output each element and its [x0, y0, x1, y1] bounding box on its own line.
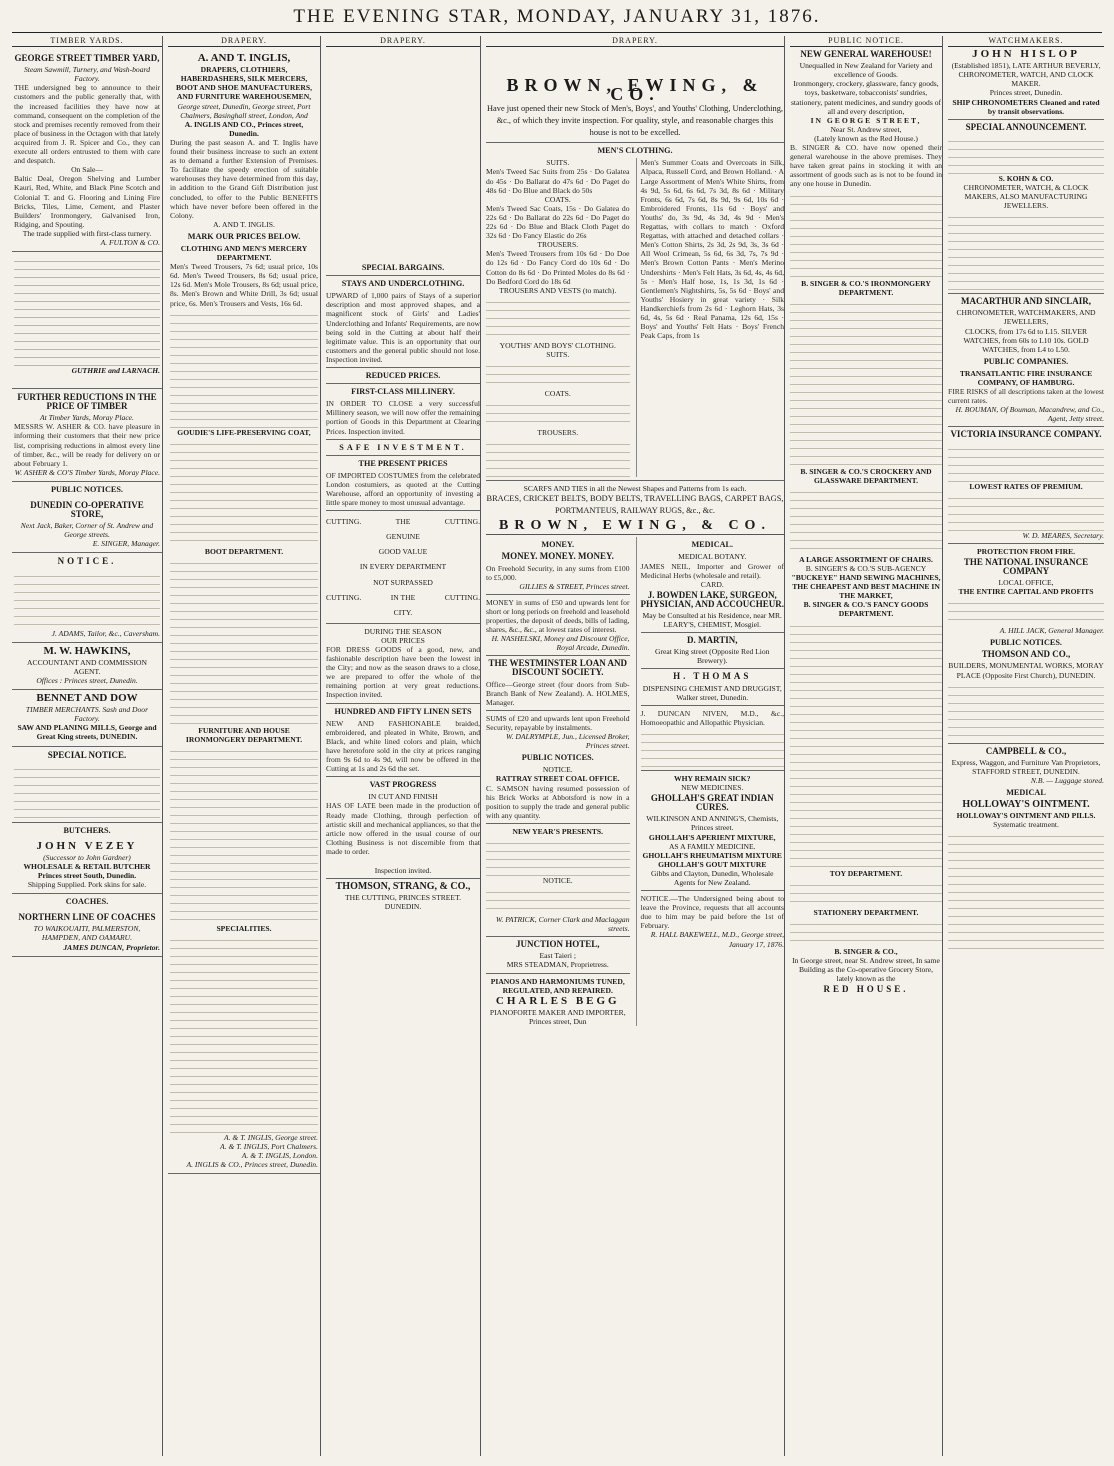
ad-dense-text	[170, 556, 318, 726]
niven: J. DUNCAN NIVEN, M.D., &c., Homoeopathic and Allopathic Physician.	[640, 708, 784, 727]
column-watchmakers	[948, 36, 1104, 1456]
cut-finish: IN CUT AND FINISH	[368, 792, 438, 802]
macarthur: MACARTHUR AND SINCLAIR,	[961, 296, 1091, 307]
ad-dense-text	[14, 762, 160, 818]
westminster: THE WESTMINSTER LOAN AND DISCOUNT SOCIETY.	[488, 658, 628, 678]
junction-sig: MRS STEADMAN, Proprietress.	[506, 960, 609, 970]
special: SPECIAL ANNOUNCEMENT.	[965, 121, 1087, 132]
trousers2-head: TROUSERS.	[537, 428, 579, 438]
money2-body: MONEY in sums of £50 and upwards lent for short or long periods on freehold and leasehold properties, the deposit of deeds, bills of lading, shares, &c., &c., at lowest rates of interest.	[486, 597, 630, 635]
ghollah: GHOLLAH'S GREAT INDIAN CURES.	[650, 793, 774, 813]
ad-signature: GUTHRIE and LARNACH.	[71, 366, 160, 376]
ad-firm: THOMSON, STRANG, & CO.,	[335, 881, 471, 893]
during-season: DURING THE SEASON	[364, 626, 442, 636]
transatlantic-sig: H. BOUMAN, Of Bouman, Macandrew, and Co., Agent, Jetty street.	[955, 405, 1104, 424]
ad-body: THE undersigned beg to announce to their customers and the public generally that, with the increased facilities they have now at command, consequent on the completion of the stock and premises recently removed from their place of business in the Octagon with that lately acquired from J. R. Spicer and Co., they can execute all orders entrusted to them with care and despatch.	[14, 83, 160, 166]
ad-hundred-fifty: HUNDRED AND FIFTY LINEN SETS	[334, 706, 472, 716]
sums-sig: W. DALRYMPLE, Jun., Licensed Broker, Princes street.	[505, 732, 630, 751]
gibbs: Gibbs and Clayton, Dunedin, Wholesale Agents for New Zealand.	[650, 868, 774, 887]
ad-notice-adams	[12, 553, 162, 642]
scarfs: SCARFS AND TIES in all the Newest Shapes and Patterns from 1s each.	[523, 484, 747, 494]
ad-title: NEW GENERAL WAREHOUSE!	[800, 49, 932, 60]
ad-dense-text	[790, 917, 942, 947]
ad-title: BENNET AND DOW	[36, 692, 138, 705]
ad-intro: Have just opened their new Stock of Men's, Boys', and Youths' Clothing, Underclothing, &c., of which they invite inspection. For quality, style, and reasonable charges this house is not to be excelled.	[487, 104, 783, 138]
column-heading: TIMBER YARDS.	[12, 36, 162, 47]
stationery: STATIONERY DEPARTMENT.	[813, 907, 919, 917]
not-surpassed: NOT SURPASSED	[373, 577, 433, 587]
section-heading: PUBLIC NOTICES.	[990, 638, 1062, 648]
ad-title: M. W. HAWKINS,	[43, 644, 131, 657]
ad-subtitle: DRAPERS, CLOTHIERS, HABERDASHERS, SILK MERCERS, BOOT AND SHOE MANUFACTURERS, AND FURNITURE WAREHOUSEMEN,	[175, 65, 312, 102]
macarthur-list: CLOCKS, from 17s 6d to L15. SILVER WATCHES, from 60s to L10 10s. GOLD WATCHES, from L4 to L50.	[963, 326, 1089, 354]
national: THE NATIONAL INSURANCE COMPANY	[963, 556, 1089, 576]
victoria-sig: W. D. MEARES, Secretary.	[1022, 530, 1104, 540]
hundred-body: NEW AND FASHIONABLE braided, embroidered, and pleated in White, Brown, and Black, and white lined colors and plain, which have heretofore sold in the city at prices ranging from 9s 6d to 4s 9d, will now be offered in the Cutting at 1s and 2s 6d the set.	[326, 718, 480, 774]
toy: TOY DEPARTMENT.	[829, 868, 903, 878]
ad-dense-text	[948, 210, 1104, 290]
ad-mark-prices: MARK OUR PRICES BELOW.	[187, 231, 301, 241]
ad-dense-text	[641, 727, 785, 767]
clothing-right	[636, 158, 785, 477]
clothing-left	[486, 158, 630, 477]
notice2-sig: W. PATRICK, Corner Clark and Maclaggan streets.	[495, 915, 630, 934]
ad-street: IN GEORGE STREET,	[810, 115, 922, 125]
ad-safe-investment: SAFE INVESTMENT.	[339, 442, 467, 452]
section-heading: PUBLIC COMPANIES.	[983, 356, 1069, 366]
ghollah2: GHOLLAH'S APERIENT MIXTURE,	[648, 832, 776, 842]
ad-dense-text	[170, 308, 318, 428]
protection: PROTECTION FROM FIRE.	[976, 546, 1076, 556]
ad-items: Baltic Deal, Oregon Shelving and Lumber Kauri, Red, White, and Black Pine Scotch and Colonial T. and G. Flooring and Lining Fire Bricks, Tiles, Lime, Cement, and Plaster Builders' Ironmongery, Galvanised Iron, Ridging, and Spouting.	[14, 174, 160, 229]
signature: B. SINGER & CO.,	[834, 946, 898, 956]
lower-left	[486, 537, 630, 1026]
ad-subtitle: TIMBER MERCHANTS. Sash and Door Factory.	[25, 705, 149, 724]
in-the: IN THE	[390, 592, 416, 602]
ad-signature: W. ASHER & CO'S Timber Yards, Moray Place.	[14, 467, 160, 477]
ad-dense-text	[486, 398, 630, 428]
ad-vast-progress: VAST PROGRESS	[369, 780, 437, 790]
tv-head: TROUSERS AND VESTS (to match).	[499, 285, 617, 295]
ad-subtitle: Steam Sawmill, Turnery, and Wash-board Factory.	[23, 65, 150, 84]
hislop: JOHN HISLOP	[972, 48, 1080, 61]
section-heading: PUBLIC NOTICES.	[51, 484, 123, 494]
ad-goudie: GOUDIE'S LIFE-PRESERVING COAT,	[177, 427, 311, 437]
sub-agency: B. SINGER'S & CO.'S SUB-AGENCY	[805, 563, 927, 573]
rheum: GHOLLAH'S RHEUMATISM MIXTURE	[642, 850, 782, 860]
ad-hawkins	[12, 643, 162, 690]
ad-text: Unequalled in New Zealand for Variety and excellence of Goods.	[799, 61, 933, 80]
campbell-sub: Express, Waggon, and Furniture Van Proprietors, STAFFORD STREET, DUNEDIN.	[951, 757, 1101, 776]
ad-dense-text	[790, 619, 942, 869]
section-heading: MONEY.	[541, 540, 575, 550]
ad-signature: A. INGLIS & CO., Princes street, Dunedin.	[186, 1160, 318, 1170]
suits-list: Men's Tweed Sac Suits from 25s · Do Galatea do 45s · Do Ballarat do 47s 6d · Do Paget do 48s 6d · Do Blue and Black do 50s	[486, 167, 630, 195]
hislop-sub: (Established 1851), LATE ARTHUR BEVERLY, CHRONOMETER, WATCH, AND CLOCK MAKER.	[951, 61, 1101, 89]
iron: B. SINGER & CO.'S IRONMONGERY DEPARTMENT.	[801, 278, 931, 297]
transatlantic: TRANSATLANTIC FIRE INSURANCE COMPANY, OF HAMBURG.	[959, 368, 1093, 387]
money-title: MONEY. MONEY. MONEY.	[501, 551, 614, 562]
notice-text: NOTICE.—The Undersigned being about to leave the Province, requests that all accounts due to him may be paid before the 1st of February.	[640, 894, 784, 931]
ad-dense-text	[14, 569, 160, 629]
ad-body: B. SINGER & CO. have now opened their general warehouse in the above premises. They have taken great pains in stocking it with an assortment of goods such as is not to be found in any one house in Dunedin.	[790, 143, 942, 189]
ad-signature: A. FULTON & CO.	[100, 237, 160, 247]
ad-dense-text	[948, 491, 1104, 531]
ad-further-reductions	[12, 389, 162, 482]
ad-subtitle: At Timber Yards, Moray Place.	[40, 413, 134, 423]
ad-stays: STAYS AND UNDERCLOTHING.	[341, 279, 465, 289]
clothing-columns	[486, 158, 784, 477]
column-drapery-inglis	[168, 36, 321, 1456]
campbell: CAMPBELL & CO.,	[985, 745, 1067, 756]
section-heading: BUTCHERS.	[63, 825, 111, 835]
red-house: RED HOUSE.	[823, 984, 909, 995]
neil: JAMES NEIL, Importer and Grower of Medicinal Herbs (wholesale and retail).	[640, 561, 784, 580]
thomas-sub: DISPENSING CHEMIST AND DRUGGIST, Walker street, Dunedin.	[642, 683, 782, 702]
ad-special-bargains: SPECIAL BARGAINS.	[361, 263, 445, 273]
charles-begg: CHARLES BEGG	[495, 994, 620, 1007]
hislop-addr: Princes street, Dunedin.	[989, 88, 1063, 98]
ad-title: NOTICE.	[57, 556, 117, 567]
ad-mill: SAW AND PLANING MILLS, George and Great King streets, DUNEDIN.	[17, 723, 157, 742]
card: CARD.	[700, 579, 724, 589]
pianos: PIANOS AND HARMONIUMS TUNED, REGULATED, AND REPAIRED.	[490, 976, 625, 995]
entire: THE ENTIRE CAPITAL AND PROFITS	[958, 587, 1094, 597]
column-public-notice	[790, 36, 943, 1456]
ad-vezey	[12, 838, 162, 894]
buckeye: "BUCKEYE" HAND SEWING MACHINES,	[791, 573, 941, 583]
ad-title: JOHN VEZEY	[36, 839, 138, 852]
notice-sig: R. HALL BAKEWELL, M.D., George street, January 17, 1876.	[650, 930, 784, 949]
mens-clothing: MEN'S CLOTHING.	[597, 146, 673, 156]
ad-signature: A. & T. INGLIS, London.	[241, 1151, 318, 1161]
our-prices: OUR PRICES	[381, 635, 425, 645]
lowest: LOWEST RATES OF PREMIUM.	[969, 481, 1083, 491]
cutting-left: CUTTING.	[326, 592, 362, 602]
lower-columns	[486, 534, 784, 1026]
new-year: NEW YEAR'S PRESENTS.	[512, 826, 604, 836]
ad-signature: A. & T. INGLIS, Port Chalmers.	[220, 1142, 318, 1152]
ad-banner-2: BROWN, EWING, & CO.	[499, 518, 771, 534]
vast-body: HAS OF LATE been made in the production of Ready made Clothing, through perfection of artistic skill and mechanical appliances, so that the article now offered in the usual course of our Clothing Business is not discernible from that made to order.	[326, 801, 480, 856]
ad-title: SPECIAL NOTICE.	[47, 749, 127, 760]
botany: MEDICAL BOTANY.	[678, 552, 747, 562]
ad-title: NORTHERN LINE OF COACHES	[18, 912, 156, 923]
ad-northern-coaches	[12, 909, 162, 956]
hill-jack: A. HILL JACK, General Manager.	[999, 626, 1104, 636]
column-heading: DRAPERY.	[326, 36, 480, 47]
local: LOCAL OFFICE,	[998, 578, 1054, 587]
ad-signature: E. SINGER, Manager.	[92, 539, 160, 549]
ad-dense-text	[486, 836, 630, 876]
new-med: NEW MEDICINES.	[681, 783, 744, 793]
holloway: HOLLOWAY'S OINTMENT.	[962, 799, 1090, 811]
transatlantic-body: FIRE RISKS of all descriptions taken at the lowest current rates.	[948, 387, 1104, 406]
money-sig: GILLIES & STREET, Princes street.	[519, 581, 630, 591]
ad-furniture-dept: FURNITURE AND HOUSE IRONMONGERY DEPARTMENT.	[185, 725, 303, 744]
ad-dense-text	[948, 829, 1104, 949]
ad-title: A. AND T. INGLIS,	[197, 52, 291, 65]
braces: BRACES, CRICKET BELTS, BODY BELTS, TRAVELLING BAGS, CARPET BAGS, PORTMANTEUS, RAILWAY RUGS, &c., &c.	[486, 494, 784, 516]
thomas: H. THOMAS	[673, 671, 752, 682]
ad-onsale: On Sale—	[71, 165, 103, 175]
holloway2: HOLLOWAY'S OINTMENT AND PILLS.	[956, 811, 1096, 821]
ad-stays-body: UPWARD of 1,000 pairs of Stays of a superior description and most approved shapes, and a magnificent stock of Girls' and Ladies' Underclothing and Infants' Requirements, are now being sold in the Cutting at about half their legitimate value. This is an opportunity that our customers and the general public should not lose. Inspection invited.	[326, 291, 480, 364]
hislop-ship: SHIP CHRONOMETERS Cleaned and rated by transit observations.	[952, 97, 1100, 116]
cutting-right: CUTTING.	[444, 517, 480, 527]
dress-body: FOR DRESS GOODS of a good, new, and fashionable description have been the lowest in the City; and now as the season draws to a close, we are prepared to offer the whole of the remaining portion at very great reductions. Inspection invited.	[326, 645, 480, 700]
bowden: J. BOWDEN LAKE, SURGEON, PHYSICIAN, AND ACCOUCHEUR.	[640, 589, 785, 609]
ad-dense-text	[948, 134, 1104, 174]
ad-signature: A. & T. INGLIS, George street.	[224, 1133, 318, 1143]
ad-boot-dept: BOOT DEPARTMENT.	[204, 546, 284, 556]
ad-present-prices: THE PRESENT PRICES	[358, 458, 448, 468]
coats-list: Men's Tweed Sac Coats, 15s · Do Galatea do 22s 6d · Do Ballarat do 22s 6d · Do Paget do 22s 6d · Do Blue and Black Cloth Paget do 32s 6d · Do Fancy Elastic do 26s	[486, 203, 630, 241]
ad-signature: J. ADAMS, Tailor, &c., Caversham.	[51, 628, 160, 638]
ad-dense-text	[486, 885, 630, 915]
column-brown-ewing	[486, 36, 785, 1456]
ad-address: Offices : Princes street, Dunedin.	[36, 675, 138, 685]
ad-inglis	[168, 50, 320, 1174]
ad-dense-text	[170, 744, 318, 924]
ad-specialities: SPECIALITIES.	[216, 924, 272, 933]
ad-dense-text	[14, 254, 160, 366]
column-heading: DRAPERY.	[486, 36, 784, 47]
ad-bennet-dow	[12, 690, 162, 746]
why: WHY REMAIN SICK?	[673, 773, 751, 783]
ad-title: DUNEDIN CO-OPERATIVE STORE,	[30, 500, 144, 520]
ad-george-street-timber	[12, 50, 162, 252]
trousers-list: Men's Tweed Trousers from 10s 6d · Do Doe do 12s 6d · Do Fancy Cord do 10s 6d · Do Cotton do 8s 6d · Do Printed Moles do 8s 6d · Do Bedford Cord do 18s 6d	[486, 249, 630, 286]
martin: D. MARTIN,	[687, 635, 738, 646]
ad-body: During the past season A. and T. Inglis have found their business increase to such an extent as to demand a further Extension of Premises. To facilitate the speedy erection of suitable warehouses they have determined from this day, in addition to the Grand Gift Distribution just concluded, to offer to the Public BENEFITS which have never before been offered in the Colony.	[170, 137, 318, 220]
ad-body: MESSRS W. ASHER & CO. have pleasure in informing their customers that their new price list, comprising reductions in almost every line of timber, &c., will be ready for delivery on or about February 1.	[14, 422, 160, 468]
inspection: Inspection invited.	[374, 865, 432, 875]
cutting-right: CUTTING.	[444, 592, 480, 602]
ad-dense-text	[948, 442, 1104, 482]
junction: JUNCTION HOTEL,	[515, 939, 600, 950]
section-heading: PUBLIC NOTICES.	[521, 753, 594, 763]
trousers-head: TROUSERS.	[537, 240, 579, 250]
inthe-row	[326, 593, 480, 602]
genuine: GENUINE	[386, 532, 420, 542]
ad-dense-text	[790, 297, 942, 467]
every-dept: IN EVERY DEPARTMENT	[359, 562, 447, 572]
ad-dense-text	[170, 933, 318, 1133]
section-heading: COACHES.	[65, 897, 109, 907]
signature-sub: In George street, near St. Andrew street, In same Building as the Co-operative Grocery Store, lately known as the	[792, 955, 940, 983]
cutting-left: CUTTING.	[326, 517, 362, 527]
ad-banner: BROWN, EWING, & CO.	[506, 75, 764, 105]
gout: GHOLLAH'S GOUT MIXTURE	[658, 859, 767, 869]
cutting-mid: THE	[395, 517, 411, 527]
ad-subtitle: Next Jack, Baker, Corner of St. Andrew and George streets.	[20, 521, 154, 540]
ad-dense-text	[170, 437, 318, 547]
ad-address: George street, Dunedin, George street, Port Chalmers, Basinghall street, London, And	[177, 101, 311, 120]
ad-subtitle: TO WAIKOUAITI, PALMERSTON, HAMPDEN, AND OAMARU.	[33, 924, 141, 943]
kohn: S. KOHN & CO.	[998, 173, 1054, 183]
ad-dense-text	[790, 878, 942, 908]
youths-head: YOUTHS' AND BOYS' CLOTHING.	[499, 340, 616, 350]
ad-reduced-prices: REDUCED PRICES.	[365, 371, 441, 381]
column-drapery-cutting	[326, 36, 481, 1456]
money2-sig: H. NASHELSKI, Money and Discount Office, Royal Arcade, Dunedin.	[491, 634, 630, 653]
holloway-sub: Systematic treatment.	[993, 820, 1059, 830]
masthead-title: THE EVENING STAR, MONDAY, JANUARY 31, 1876.	[293, 6, 821, 27]
large: A LARGE ASSORTMENT OF CHAIRS.	[799, 554, 933, 564]
ad-list: Ironmongery, crockery, glassware, fancy goods, toys, basketware, tobacconists' sundries, stationery, patent medicines, and sundry goods of all and every description,	[790, 79, 942, 116]
rattray-body: C. SAMSON having resumed possession of his Brick Works at Abbotsford is now in a position to supply the trade and general public with any quantity.	[486, 783, 630, 820]
good-value: GOOD VALUE	[378, 547, 428, 557]
crockery: B. SINGER & CO.'S CROCKERY AND GLASSWARE DEPARTMENT.	[800, 466, 932, 485]
luggage: N.B. — Luggage stored.	[1030, 775, 1104, 785]
money-body: On Freehold Security, in any sums from £100 to £5,000.	[486, 563, 630, 582]
city: CITY.	[393, 607, 413, 617]
thomson-sub: BUILDERS, MONUMENTAL WORKS, MORAY PLACE (Opposite First Church), DUNEDIN.	[948, 661, 1104, 680]
ad-lately: (Lately known as the Red House.)	[814, 133, 918, 143]
ad-subtitle: (Successor to John Gardner)	[43, 852, 131, 862]
ad-line: WHOLESALE & RETAIL BUTCHER Princes street South, Dunedin.	[23, 861, 151, 880]
rattray: RATTRAY STREET COAL OFFICE.	[495, 774, 620, 784]
ad-subtitle: ACCOUNTANT AND COMMISSION AGENT.	[27, 657, 147, 676]
martin-sub: Great King street (Opposite Red Lion Brewery).	[654, 647, 770, 666]
spacer	[326, 50, 480, 260]
ad-present-body: OF IMPORTED COSTUMES from the celebrated London costumiers, as quoted at the Cutting Warehouse, afford an opportunity of investing a little spare money to most unusual advantage.	[326, 470, 480, 508]
sums-body: SUMS of £20 and upwards lent upon Freehold Security, repayable by instalments.	[486, 713, 630, 732]
coats2-head: COATS.	[544, 388, 571, 398]
suits-head: SUITS.	[546, 158, 570, 168]
section-heading: MEDICAL.	[691, 540, 734, 550]
ad-firm-sub: THE CUTTING, PRINCES STREET. DUNEDIN.	[344, 893, 462, 912]
ad-trade: The trade supplied with first-class turnery.	[22, 228, 152, 238]
column-heading: PUBLIC NOTICE.	[790, 36, 942, 47]
column-timber-yards	[12, 36, 163, 1456]
ad-dense-text	[790, 189, 942, 279]
wilkinson: WILKINSON AND ANNING'S, Chemists, Princes street.	[646, 814, 779, 833]
fancy: B. SINGER & CO.'S FANCY GOODS DEPARTMENT.	[803, 600, 929, 619]
column-heading: DRAPERY.	[168, 36, 320, 47]
notice: NOTICE.	[542, 765, 573, 775]
ad-dense-text	[486, 295, 630, 341]
ad-dense-text	[948, 680, 1104, 740]
ad-dense-text	[486, 359, 630, 389]
ad-clothing-dept: CLOTHING AND MEN'S MERCERY DEPARTMENT.	[180, 243, 308, 263]
cheapest: THE CHEAPEST AND BEST MACHINE IN THE MARKET,	[792, 582, 940, 601]
right-list: Men's Summer Coats and Overcoats in Silk, Alpaca, Russell Cord, and Brown Holland. · A Large Assortment of Men's White Shirts, from 4s 9d, 5s 6d, 6s 6d, 7s 3d, 8s 6d · Military Fronts, 6s 6d, 7s 6d, 8s 9d, 9s 6d, 10s 6d · Embroidered Fronts, 11s 6d · Boys' and Youths' do, 3s 9d, 4s 3d, 4s 9d · Men's Regattas, with collars to match · Oxford Regattas, with attached and detached collars · Men's Cotton Shirts, 2s 3d, 2s 9d, 3s, 3s 6d · All Wool Crimean, 5s 6d, 6s 3d, 7s, 7s 9d · Men's Brown Cotton Pants · Men's Merino Undershirts · Men's Felt Hats, 3s 6d, 4s, 4s 6d, 5s · Men's Half hose, 1s, 1s 3d, 1s 6d · Gentlemen's Nightshirts, 5s, 5s 6d · Boys' and Youths' Hosiery in great variety · Silk Handkerchiefs from 2s 6d · Leghorn Hats, 3s 6d, 4s, 5s 6d · Real Panama, 12s 6d, 15s · Boys' and Youths' Felt Hats · Boys' French Peak Caps, from 1s	[640, 158, 784, 341]
ad-price-list: Men's Tweed Trousers, 7s 6d; usual price, 10s 6d. Men's Tweed Trousers, 8s 6d; usual price, 12s 6d. Men's Mole Trousers, 8s 6d; usual price, 8s. Men's Brown and White Drill, 3s 6d; usual price, 6s. Men's Trousers and Vests, 16s 6d.	[170, 262, 318, 308]
column-heading: WATCHMAKERS.	[948, 36, 1104, 47]
lower-right	[636, 537, 785, 1026]
thomson: THOMSON AND CO.,	[981, 649, 1071, 660]
ad-dense-text	[790, 485, 942, 555]
masthead	[12, 6, 1102, 33]
ad-co-operative	[12, 497, 162, 553]
kohn-sub: CHRONOMETER, WATCH, & CLOCK MAKERS, ALSO MANUFACTURING JEWELLERS.	[963, 182, 1089, 211]
macarthur-sub: CHRONOMETER, WATCHMAKERS, AND JEWELLERS,	[956, 308, 1096, 327]
suits2-head: SUITS.	[546, 349, 570, 359]
ad-shipping: Shipping Supplied. Pork skins for sale.	[27, 880, 147, 890]
ad-millinery-body: IN ORDER TO CLOSE a very successful Millinery season, we will now offer the remaining portion of Goods in this Department at Clearing Prices. Inspection invited.	[326, 399, 480, 436]
ad-special-notice	[12, 747, 162, 823]
family: AS A FAMILY MEDICINE.	[668, 841, 756, 851]
victoria: VICTORIA INSURANCE COMPANY.	[950, 429, 1102, 440]
ad-dense-text	[948, 596, 1104, 626]
ad-title: FURTHER REDUCTIONS IN THE PRICE OF TIMBER	[17, 392, 157, 412]
section-heading: MEDICAL	[1006, 788, 1046, 798]
coats-head: COATS.	[544, 194, 571, 204]
ad-and: A. INGLIS AND CO., Princes street, Dunedin.	[184, 119, 304, 138]
ad-signature: A. AND T. INGLIS.	[213, 219, 275, 229]
notice2: NOTICE.	[542, 875, 573, 885]
ad-signature: JAMES DUNCAN, Proprietor.	[63, 942, 160, 952]
ad-dense-text	[486, 437, 630, 477]
bowden-sub: May be Consulted at his Residence, near MR. LEARY'S, CHEMIST, Mosgiel.	[642, 611, 782, 630]
ad-guthrie	[12, 252, 162, 389]
ad-title: GEORGE STREET TIMBER YARD,	[14, 53, 160, 64]
westminster-body: Office—George street (four doors from Sub-Branch Bank of New Zealand). A. HOLMES, Manager.	[486, 679, 630, 707]
charles-sub: PIANOFORTE MAKER AND IMPORTER, Princes street, Dun	[489, 1007, 626, 1026]
cutting-row	[326, 517, 480, 526]
junction-sub: East Taieri ;	[539, 951, 576, 961]
ad-near: Near St. Andrew street,	[830, 124, 902, 134]
ad-millinery: FIRST-CLASS MILLINERY.	[351, 387, 455, 397]
